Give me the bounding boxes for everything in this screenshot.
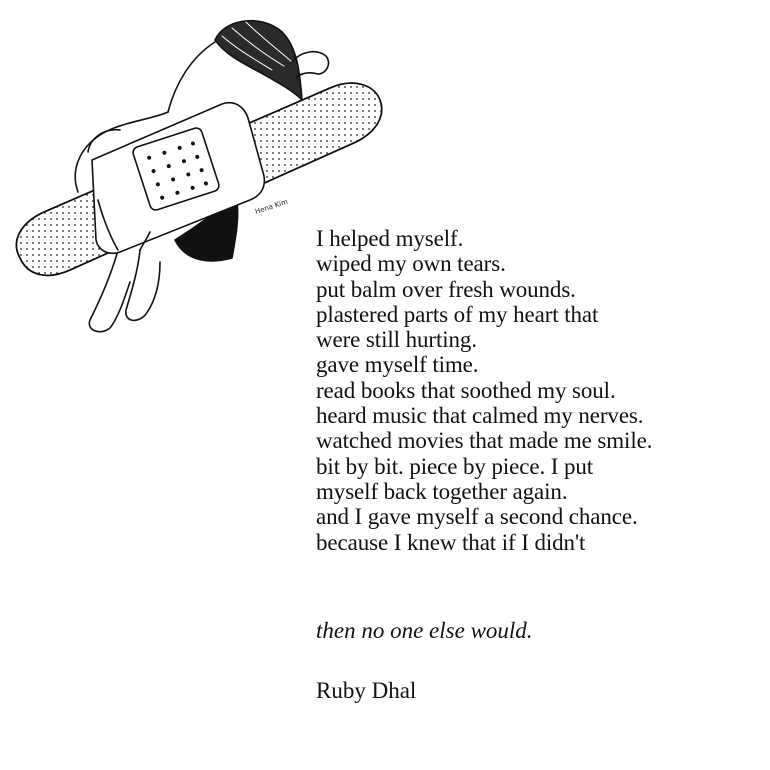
poem-body: [316, 226, 756, 555]
poem-line: wiped my own tears.: [316, 251, 506, 277]
poem-line: myself back together again.: [316, 478, 568, 504]
poem-line: because I knew that if I didn't: [316, 529, 586, 555]
poem-line: gave myself time.: [316, 352, 479, 378]
poem-line: heard music that calmed my nerves.: [316, 403, 644, 429]
poem-line: read books that soothed my soul.: [316, 377, 616, 403]
poem-line: put balm over fresh wounds.: [316, 276, 576, 302]
signature: Hena Kim: [254, 197, 289, 216]
poem-line: plastered parts of my heart that: [316, 301, 599, 327]
poem-line: I helped myself.: [316, 226, 464, 251]
poem-line: watched movies that made me smile.: [316, 428, 653, 454]
author-name: Ruby Dhal: [316, 678, 417, 703]
poem-closing-line: then no one else would.: [316, 618, 533, 643]
poem-line: bit by bit. piece by piece. I put: [316, 453, 594, 479]
poem-line: were still hurting.: [316, 327, 477, 353]
poem-line: and I gave myself a second chance.: [316, 504, 638, 530]
